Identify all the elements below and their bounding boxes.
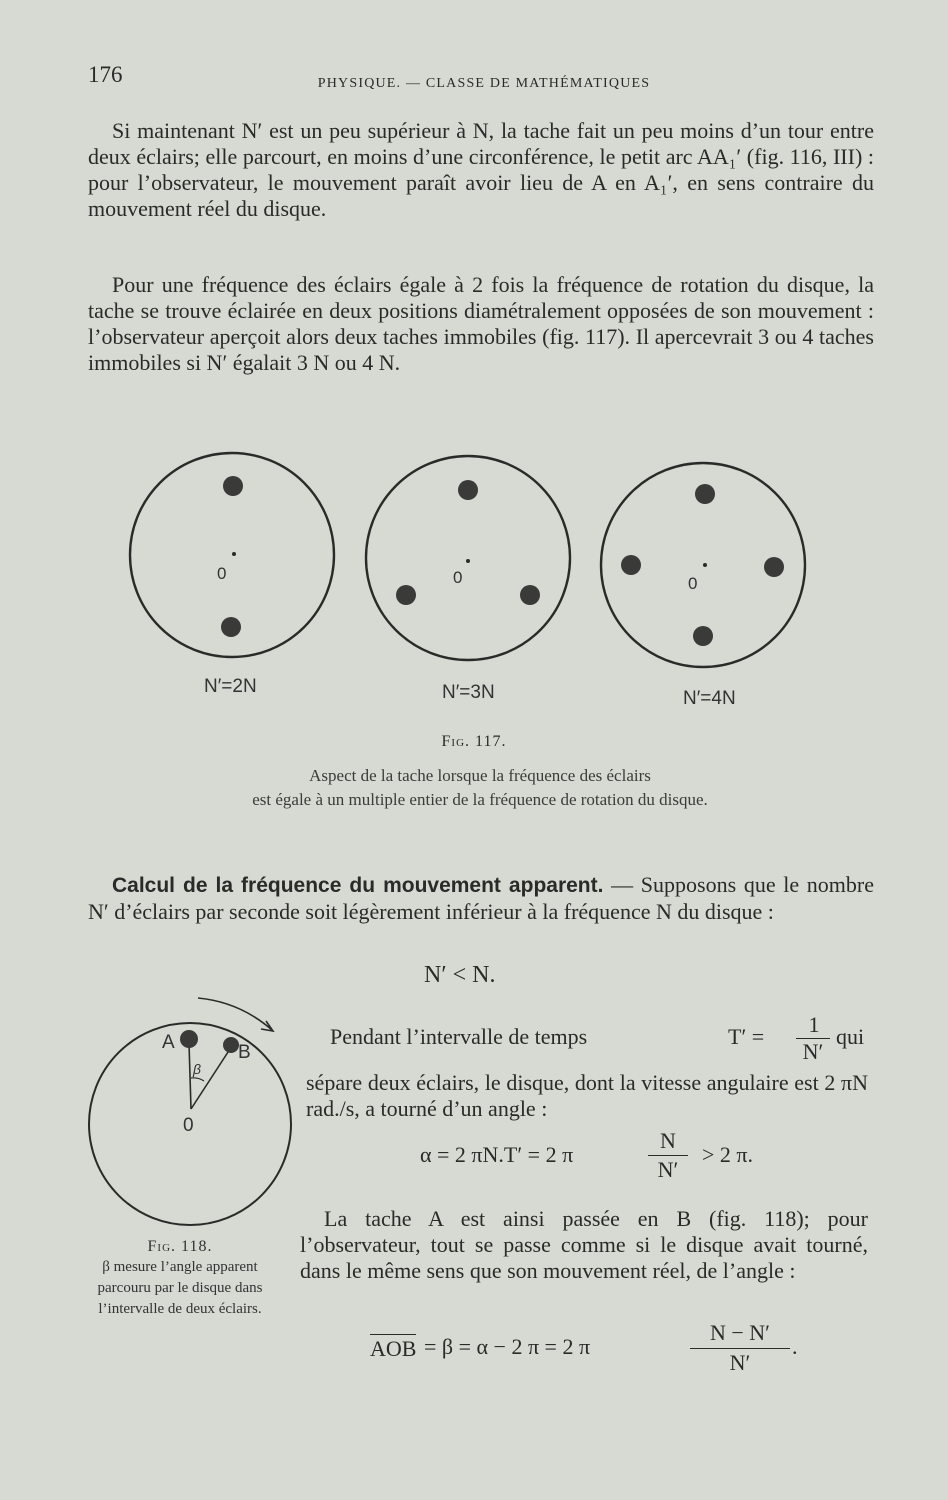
figure-117: [0, 440, 948, 730]
paragraph-1: Si maintenant N′ est un peu supérieur à N, la tache fait un peu moins d’un tour entre deux éclairs; elle parcourt, en moins d’une circonférence, le petit arc AA₁′ (fig. 116, III) : pour l’observateur, le mouvement paraît avoir lieu de A en A₁′, en sens contraire du mouvement réel du disque.: [88, 118, 874, 221]
eq2-end: .: [792, 1334, 798, 1359]
eq1-bar: [648, 1155, 688, 1156]
spot: [221, 617, 241, 637]
page-number: 176: [88, 62, 123, 87]
eq1-den: N′: [657, 1157, 679, 1182]
p3-qui: qui: [836, 1024, 865, 1049]
eq2-den: N′: [729, 1350, 751, 1375]
label-B: B: [238, 1042, 251, 1063]
figure-118: [80, 990, 300, 1230]
equation-alpha: [420, 1128, 800, 1188]
spot-A: [180, 1030, 198, 1048]
spot: [396, 585, 416, 605]
spot: [695, 484, 715, 504]
disk-label: N′=4N: [683, 688, 736, 709]
section-title: Calcul de la fréquence du mouvement apparent.: [112, 874, 604, 897]
spot: [621, 555, 641, 575]
paragraph-3-line1: [330, 1014, 870, 1070]
section-paragraph: [88, 872, 874, 925]
label-O: 0: [183, 1115, 194, 1136]
figure-118-text: β mesure l’angle apparent parcouru par le disque dans l’intervalle de deux éclairs.: [97, 1259, 263, 1317]
center-point: [703, 563, 707, 567]
eq1-num: N: [660, 1128, 676, 1153]
disk-n4: [601, 463, 805, 709]
figure-118-caption: [80, 1236, 280, 1320]
center-label: 0: [688, 574, 698, 593]
p3-frac-den: N′: [802, 1039, 824, 1064]
paragraph-3-rest: sépare deux éclairs, le disque, dont la vitesse angulaire est 2 πN rad./s, a tourné d’un angle :: [306, 1070, 868, 1121]
eq2-angle: AOB: [370, 1336, 417, 1361]
disk-label: N′=2N: [204, 676, 257, 697]
paragraph-2: Pour une fréquence des éclairs égale à 2 fois la fréquence de rotation du disque, la tache se trouve éclairée en deux positions diamétralement opposées de son mouvement : l’observateur aperçoit alors deux taches immobiles (fig. 117). Il apercevrait 3 ou 4 taches immobiles si N′ égalait 3 N ou 4 N.: [88, 272, 874, 375]
inequality: N′ < N.: [424, 962, 496, 988]
center-label: 0: [217, 564, 227, 583]
eq2-bar: [690, 1348, 790, 1349]
eq2-num: N − N′: [710, 1320, 770, 1345]
p3-frac-num: 1: [808, 1012, 820, 1037]
paragraph-4: La tache A est ainsi passée en B (fig. 118); pour l’observateur, tout se passe comme si le disque avait tourné, dans le même sens que son mouvement réel, de l’angle :: [300, 1206, 868, 1283]
spot: [693, 626, 713, 646]
spot: [458, 480, 478, 500]
figure-117-title: Fig. 117.: [441, 733, 507, 750]
eq1-right: > 2 π.: [702, 1142, 754, 1167]
disk-label: N′=3N: [442, 682, 495, 703]
center-point: [232, 552, 236, 556]
label-beta: β: [193, 1061, 201, 1077]
p3-start: Pendant l’intervalle de temps: [330, 1024, 588, 1049]
figure-117-caption: [100, 764, 860, 812]
spot: [520, 585, 540, 605]
spot: [764, 557, 784, 577]
eq2-mid: = β = α − 2 π = 2 π: [424, 1334, 591, 1359]
caption-line: Aspect de la tache lorsque la fréquence des éclairs: [309, 766, 651, 785]
equation-beta: [368, 1320, 808, 1384]
spot-B: [223, 1037, 239, 1053]
angle-arc: [191, 1078, 204, 1081]
eq1-left: α = 2 πN.T′ = 2 π: [420, 1142, 574, 1167]
label-A: A: [162, 1032, 175, 1053]
caption-line: est égale à un multiple entier de la fréquence de rotation du disque.: [252, 790, 708, 809]
center-label: 0: [453, 568, 463, 587]
figure-118-title: Fig. 118.: [147, 1238, 213, 1255]
disk-n3: [366, 456, 570, 703]
disk-n2: [130, 453, 334, 697]
running-title: PHYSIQUE. — CLASSE DE MATHÉMATIQUES: [317, 76, 651, 91]
center-point: [466, 559, 470, 563]
p3-T: T′ =: [728, 1024, 765, 1049]
radius-OB: [191, 1049, 230, 1109]
radius-OA: [189, 1043, 191, 1109]
section-intro: — Supposons que le nombre N′ d’éclairs par seconde soit légèrement inférieur à la fréquence N du disque :: [88, 872, 874, 924]
spot: [223, 476, 243, 496]
